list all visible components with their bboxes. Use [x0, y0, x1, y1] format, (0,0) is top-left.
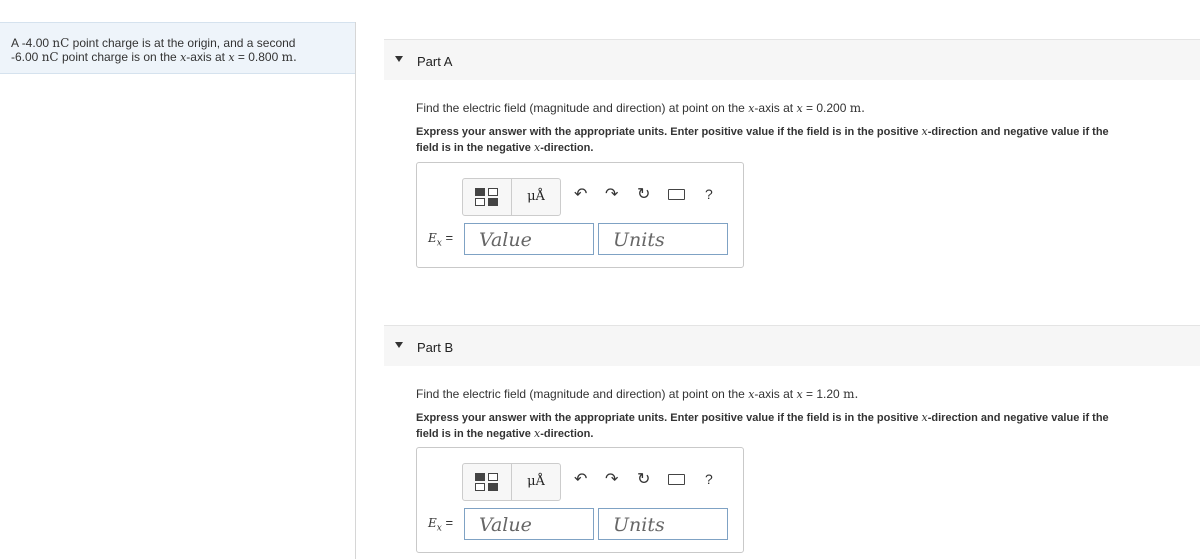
position-value: 0.200	[816, 101, 847, 115]
direction-var: x	[921, 411, 928, 424]
toolbar-button-group	[462, 178, 561, 216]
position-var: x	[796, 102, 803, 115]
label-equals: =	[445, 515, 454, 530]
keyboard-icon[interactable]	[668, 474, 685, 485]
position-unit: m.	[281, 50, 297, 64]
axis-var: x	[180, 51, 187, 64]
charge-2-unit: nC	[41, 50, 59, 64]
units-button[interactable]	[511, 464, 560, 500]
keyboard-icon[interactable]	[668, 189, 685, 200]
problem-statement	[0, 22, 355, 74]
part-b-question	[416, 387, 858, 401]
instructions-text: field is in the negative	[416, 428, 531, 440]
label-sub: x	[436, 238, 442, 249]
collapse-triangle-icon[interactable]	[395, 56, 403, 62]
direction-var: x	[921, 125, 928, 138]
reset-icon[interactable]: ↻	[637, 471, 651, 488]
charge-2-value: -6.00	[11, 50, 39, 64]
reset-icon[interactable]: ↻	[637, 186, 651, 203]
toolbar-button-group	[462, 463, 561, 501]
template-icon	[475, 473, 499, 491]
label-var: E	[428, 231, 437, 245]
units-icon: μÅ	[527, 474, 545, 489]
axis-var: x	[748, 388, 755, 401]
label-var: E	[428, 516, 437, 530]
equals-sign: =	[806, 387, 814, 401]
charge-1-value: -4.00	[21, 36, 50, 50]
question-text: Find the electric field (magnitude and direction) at point on the	[416, 101, 745, 115]
position-unit: m.	[849, 101, 865, 115]
instructions-text: -direction.	[540, 428, 594, 440]
instructions-text: Express your answer with the appropriate units. Enter positive value if the field is in the positive	[416, 412, 919, 424]
axis-var: x	[748, 102, 755, 115]
part-a-answer-box	[416, 162, 744, 268]
units-input[interactable]: Units	[598, 508, 728, 540]
position-var: x	[228, 51, 235, 64]
equals-sign: =	[237, 50, 245, 64]
position-value: 1.20	[816, 387, 840, 401]
part-b-answer-box	[416, 447, 744, 553]
help-icon[interactable]: ?	[705, 471, 713, 487]
value-input[interactable]: Value	[464, 508, 594, 540]
question-text: Find the electric field (magnitude and direction) at point on the	[416, 387, 745, 401]
templates-button[interactable]	[463, 464, 511, 500]
direction-var: x	[533, 427, 541, 440]
part-b-header[interactable]	[384, 325, 1200, 366]
problem-text-c: point charge is on the	[61, 50, 177, 64]
templates-button[interactable]	[463, 179, 511, 215]
part-a-instructions	[416, 124, 1176, 156]
part-a-title: Part A	[417, 54, 453, 69]
collapse-triangle-icon[interactable]	[395, 342, 403, 348]
value-input[interactable]: Value	[464, 223, 594, 255]
template-icon	[475, 188, 499, 206]
undo-icon[interactable]: ↶	[574, 471, 588, 488]
undo-icon[interactable]: ↶	[574, 186, 588, 203]
units-button[interactable]	[511, 179, 560, 215]
instructions-text: Express your answer with the appropriate units. Enter positive value if the field is in the positive	[416, 126, 919, 138]
instructions-text: -direction and negative value if the	[927, 412, 1109, 424]
charge-2-position: 0.800	[248, 50, 279, 64]
redo-icon[interactable]: ↷	[605, 186, 619, 203]
ex-label	[428, 230, 453, 249]
part-a-header[interactable]	[384, 39, 1200, 80]
problem-text-d: -axis at	[186, 50, 225, 64]
problem-panel	[0, 22, 356, 559]
units-input[interactable]: Units	[598, 223, 728, 255]
redo-icon[interactable]: ↷	[605, 471, 619, 488]
question-text-suffix: -axis at	[754, 101, 794, 115]
problem-text	[11, 36, 341, 65]
ex-label	[428, 515, 453, 534]
position-unit: m.	[843, 387, 859, 401]
problem-text-a: A	[11, 36, 19, 50]
problem-text-b: point charge is at the origin, and a second	[72, 36, 296, 50]
instructions-text: -direction and negative value if the	[927, 126, 1109, 138]
part-a-question	[416, 101, 865, 115]
question-text-suffix: -axis at	[754, 387, 794, 401]
label-sub: x	[436, 523, 442, 534]
charge-1-unit: nC	[52, 36, 70, 50]
part-b-instructions	[416, 410, 1176, 442]
instructions-text: field is in the negative	[416, 142, 531, 154]
part-b-title: Part B	[417, 340, 454, 355]
help-icon[interactable]: ?	[705, 186, 713, 202]
direction-var: x	[533, 141, 541, 154]
instructions-text: -direction.	[540, 142, 594, 154]
equals-sign: =	[806, 101, 814, 115]
label-equals: =	[445, 230, 454, 245]
units-icon: μÅ	[527, 189, 545, 204]
position-var: x	[796, 388, 803, 401]
